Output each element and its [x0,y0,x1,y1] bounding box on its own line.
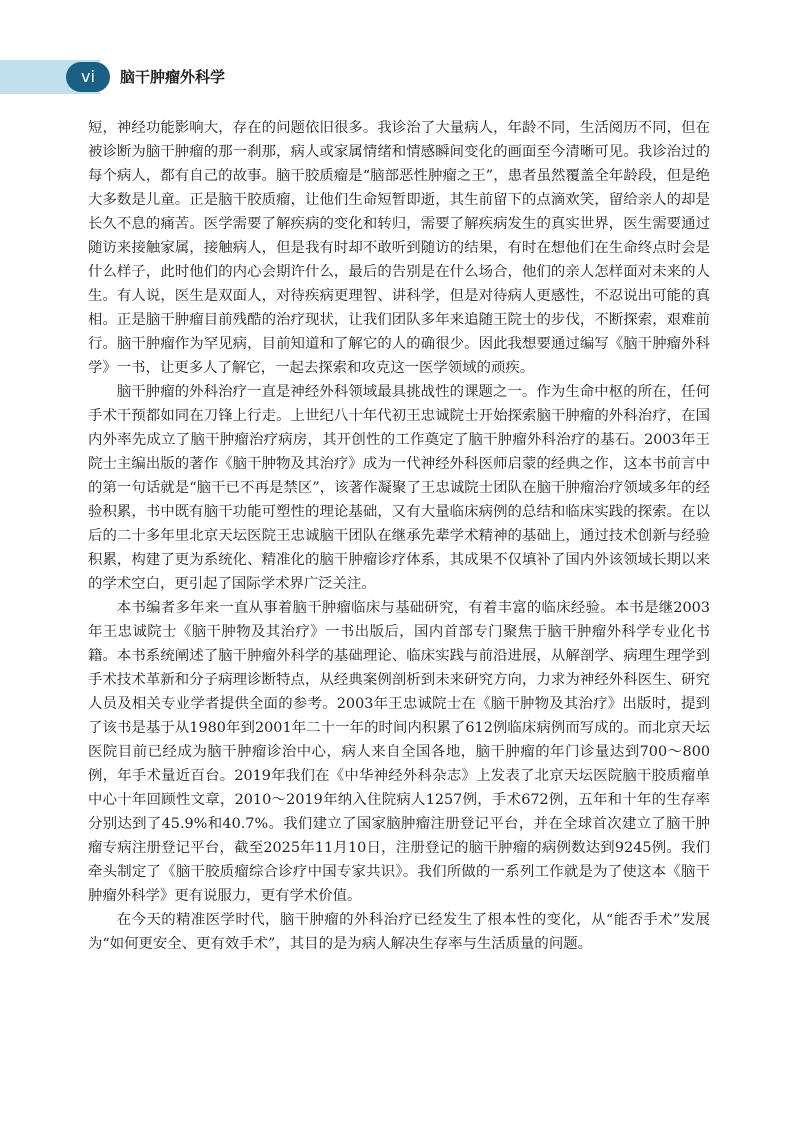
paragraph-continued: 短，神经功能影响大，存在的问题依旧很多。我诊治了大量病人，年龄不同，生活阅历不同，但在被诊断为脑干肿瘤的那一刹那，病人或家属情绪和情感瞬间变化的画面至今清晰可见。我诊治过的每个病人，都有自己的故事。脑干胶质瘤是“脑部恶性肿瘤之王”，患者虽然覆盖全年龄段，但是绝大多数是儿童。正是脑干胶质瘤，让他们生命短暂即逝，其生前留下的点滴欢笑，留给亲人的却是长久不息的痛苦。医学需要了解疾病的变化和转归，需要了解疾病发生的真实世界，医生需要通过随访来接触家属，接触病人，但是我有时却不敢听到随访的结果，有时在想他们在生命终点时会是什么样子，此时他们的内心会期许什么，最后的告别是在什么场合，他们的亲人怎样面对未来的人生。有人说，医生是双面人，对待疾病更理智、讲科学，但是对待病人更感性，不忍说出可能的真相。正是脑干肿瘤目前残酷的治疗现状，让我们团队多年来追随王院士的步伐，不断探索，艰难前行。脑干肿瘤作为罕见病，目前知道和了解它的人的确很少。因此我想要通过编写《脑干肿瘤外科学》一书，让更多人了解它，一起去探索和攻克这一医学领域的顽疾。 [88,120,710,376]
paragraph-precision-medicine: 在今天的精准医学时代，脑干肿瘤的外科治疗已经发生了根本性的变化，从“能否手术”发展为“如何更安全、更有效手术”，其目的是为病人解决生存率与生活质量的问题。 [88,912,710,952]
page-number-badge: vi [66,62,110,92]
page-body [88,116,710,956]
paragraph-surgical-history: 脑干肿瘤的外科治疗一直是神经外科领域最具挑战性的课题之一。作为生命中枢的所在，任何手术干预都如同在刀锋上行走。上世纪八十年代初王忠诚院士开始探索脑干肿瘤的外科治疗，在国内外率先成立了脑干肿瘤治疗病房，其开创性的工作奠定了脑干肿瘤外科治疗的基石。2003年王院士主编出版的著作《脑干肿物及其治疗》成为一代神经外科医师启蒙的经典之作，这本书前言中的第一句话就是“脑干已不再是禁区”，该著作凝聚了王忠诚院士团队在脑干肿瘤治疗领域多年的经验积累，书中既有脑干功能可塑性的理论基础，又有大量临床病例的总结和临床实践的探索。在以后的二十多年里北京天坛医院王忠诚脑干团队在继承先辈学术精神的基础上，通过技术创新与经验积累，构建了更为系统化、精准化的脑干肿瘤诊疗体系，其成果不仅填补了国内外该领域长期以来的学术空白，更引起了国际学术界广泛关注。 [88,384,710,592]
running-book-title: 脑干肿瘤外科学 [120,68,226,86]
paragraph-book-overview: 本书编者多年来一直从事着脑干肿瘤临床与基础研究，有着丰富的临床经验。本书是继2003年王忠诚院士《脑干肿物及其治疗》一书出版后，国内首部专门聚焦于脑干肿瘤外科学专业化书籍。本书系统阐述了脑干肿瘤外科学的基础理论、临床实践与前沿进展，从解剖学、病理生理学到手术技术革新和分子病理诊断特点，从经典案例剖析到未来研究方向，力求为神经外科医生、研究人员及相关专业学者提供全面的参考。2003年王忠诚院士在《脑干肿物及其治疗》出版时，提到了该书是基于从1980年到2001年二十一年的时间内积累了612例临床病例而写成的。而北京天坛医院目前已经成为脑干肿瘤诊治中心，病人来自全国各地，脑干肿瘤的年门诊量达到700～800例，年手术量近百台。2019年我们在《中华神经外科杂志》上发表了北京天坛医院脑干胶质瘤单中心十年回顾性文章，2010～2019年纳入住院病人1257例，手术672例，五年和十年的生存率分别达到了45.9%和40.7%。我们建立了国家脑肿瘤注册登记平台，并在全球首次建立了脑干肿瘤专病注册登记平台，截至2025年11月10日，注册登记的脑干肿瘤的病例数达到9245例。我们牵头制定了《脑干胶质瘤综合诊疗中国专家共识》。我们所做的一系列工作就是为了使这本《脑干肿瘤外科学》更有说服力，更有学术价值。 [88,600,710,904]
